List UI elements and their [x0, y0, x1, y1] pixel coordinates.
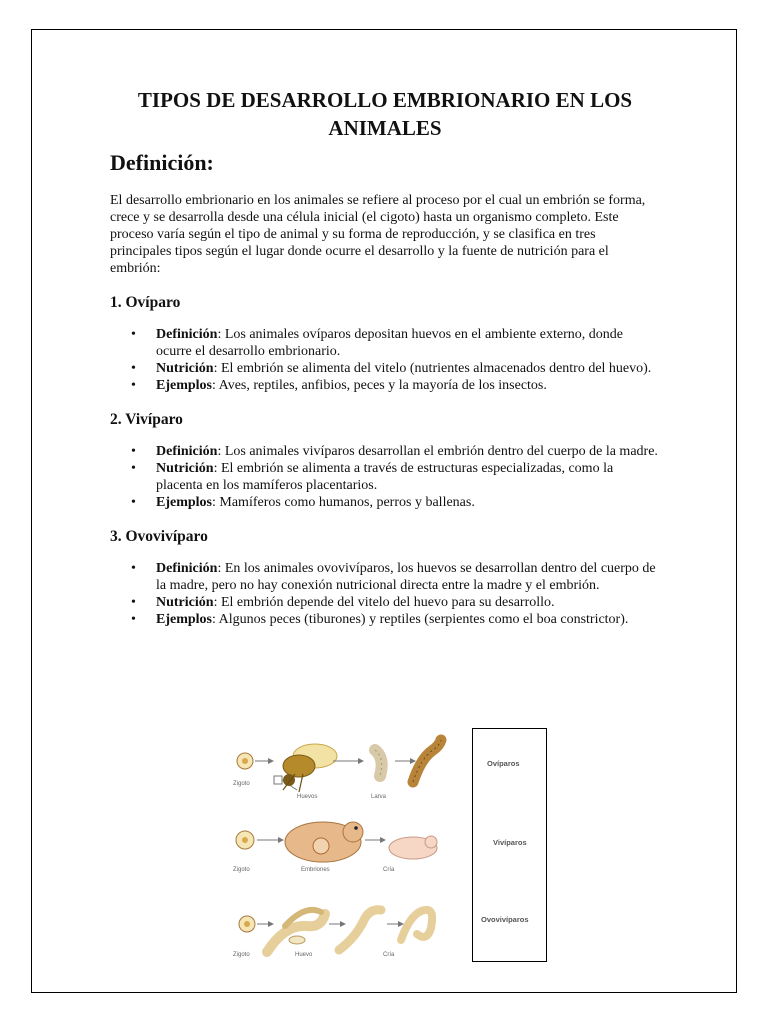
list-item: • Definición: En los animales ovovivíparos, los huevos se desarrollan dentro del cuerpo de la madre, pero no hay conexión nutricional directa entre la madre y el embrión. — [131, 561, 656, 593]
bullet-icon: • — [131, 561, 136, 576]
snake-egg-icon — [339, 910, 381, 950]
list-ovoviviparo — [110, 560, 660, 628]
eggs-icon — [274, 776, 282, 784]
legend-oviparos: Ovíparos — [487, 759, 520, 768]
row-oviparo — [233, 740, 441, 800]
fly-icon — [283, 744, 337, 792]
fig-label-huevo: Huevo — [295, 952, 313, 958]
row-ovoviviparo — [233, 910, 432, 958]
list-viviparo — [110, 443, 660, 511]
list-oviparo — [110, 326, 660, 394]
fig-label-zigoto-1: Zigoto — [233, 781, 250, 787]
document-title: TIPOS DE DESARROLLO EMBRIONARIO EN LOS ANIMALES — [137, 88, 633, 140]
development-figure — [225, 728, 547, 962]
list-item: • Definición: Los animales vivíparos desarrollan el embrión dentro del cuerpo de la madre. — [131, 444, 658, 459]
list-item: • Ejemplos: Algunos peces (tiburones) y reptiles (serpientes como el boa constrictor). — [131, 612, 629, 627]
baby-hamster-icon — [389, 836, 437, 859]
list-item: • Nutrición: El embrión depende del vitelo del huevo para su desarrollo. — [131, 595, 555, 610]
bullet-icon: • — [131, 378, 136, 393]
larva-grown-icon — [413, 740, 441, 782]
intro-paragraph: El desarrollo embrionario en los animales se refiere al proceso por el cual un embrión se forma, crece y se desarrolla desde una célula inicial (el cigoto) hasta un organismo completo. Este proceso varía según el tipo de animal y su forma de reproducción, y se clasifica en tres principales tipos según el lugar donde ocurre el desarrollo y la fuente de nutrición para el embrión: — [110, 193, 646, 276]
row-viviparo — [233, 822, 437, 873]
bullet-icon: • — [131, 595, 136, 610]
bullet-icon: • — [131, 327, 136, 342]
section-heading-ovoviviparo: 3. Ovovivíparo — [110, 528, 208, 545]
definition-heading: Definición: — [110, 150, 214, 175]
fig-label-huevos: Huevos — [297, 794, 318, 800]
embryo-icon — [313, 838, 329, 854]
bullet-icon: • — [131, 461, 136, 476]
fig-label-zigoto-2: Zigoto — [233, 867, 250, 873]
bullet-icon: • — [131, 495, 136, 510]
egg-icon — [289, 936, 305, 944]
legend-viviparos: Vivíparos — [493, 838, 527, 847]
fig-label-embriones: Embriones — [301, 867, 330, 873]
fig-label-cria-1: Cría — [383, 867, 395, 873]
development-diagram — [225, 728, 547, 962]
list-item: • Nutrición: El embrión se alimenta a través de estructuras especializadas, como la placenta en los mamíferos placentarios. — [131, 461, 614, 493]
list-item: • Nutrición: El embrión se alimenta del vitelo (nutrientes almacenados dentro del huevo). — [131, 361, 652, 376]
fig-label-larva: Larva — [371, 794, 387, 800]
bullet-icon: • — [131, 444, 136, 459]
legend-ovoviviparos: Ovovivíparos — [481, 915, 529, 924]
baby-snake-icon — [401, 910, 432, 940]
hamster-icon — [285, 822, 363, 862]
document-body — [110, 86, 660, 628]
list-item: • Ejemplos: Mamíferos como humanos, perros y ballenas. — [131, 495, 475, 510]
fig-label-cria-2: Cría — [383, 952, 395, 958]
bullet-icon: • — [131, 361, 136, 376]
bullet-icon: • — [131, 612, 136, 627]
list-item: • Definición: Los animales ovíparos depositan huevos en el ambiente externo, donde ocurre el desarrollo embrionario. — [131, 327, 623, 359]
section-heading-viviparo: 2. Vivíparo — [110, 411, 183, 428]
list-item: • Ejemplos: Aves, reptiles, anfibios, peces y la mayoría de los insectos. — [131, 378, 547, 393]
fig-label-zigoto-3: Zigoto — [233, 952, 250, 958]
section-heading-oviparo: 1. Ovíparo — [110, 294, 181, 311]
